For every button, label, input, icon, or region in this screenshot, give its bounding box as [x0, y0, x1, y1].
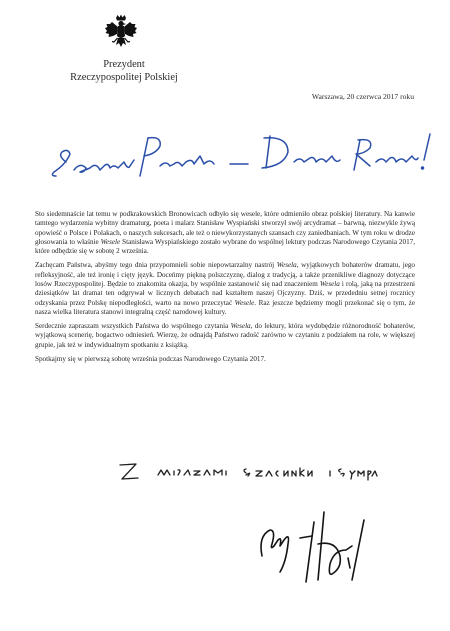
issuer-line-1: Prezydent — [103, 59, 145, 70]
letter-body — [35, 210, 415, 369]
paragraph-4: Spotkajmy się w pierwszą sobotę września podczas Narodowego Czytania 2017. — [35, 354, 266, 363]
issuer-line-2: Rzeczypospolitej Polskiej — [70, 71, 178, 83]
handwritten-closing — [118, 459, 378, 489]
issuer-block — [64, 59, 184, 84]
white-eagle-emblem-icon — [104, 14, 138, 58]
paragraph-1: Sto siedemnaście lat temu w podkrakowskich Bronowicach odbyło się wesele, które odmieniło obraz polskiej literatury. Na kanwie tamtego wydarzenia wybitny dramaturg, poeta i malarz Stanisław Wyspiański stworzył swój arcydramat – barwną, niezwykle żywą opowieść o Polsce i Polakach, o naszych sukcesach, ale też o niewykorzystanych szansach czy zaniedbaniach. W tym roku w drodze głosowania to właśnie Wesele Stanisława Wyspiańskiego zostało wybrane do wspólnej lektury podczas Narodowego Czytania 2017, które odbędzie się w sobotę 2 września. — [35, 210, 415, 256]
paragraph-2: Zachęcam Państwa, abyśmy tego dnia przypomnieli sobie niepowtarzalny nastrój Wesela, wyjątkowych bohaterów dramatu, jego refleksyjność, ale też ironię i cięty język. Doceńmy piękną polszczyznę, dialog z tradycją, a także przenikliwe diagnozy dotyczące losów Rzeczypospolitej. Będzie to znakomita okazja, by wspólnie zastanowić się nad znaczeniem Wesela i rolą, jaką na przestrzeni dziesiątków lat dramat ten odgrywał w licznych debatach nad kształtem naszej Ojczyzny. Dziś, w przededniu setnej rocznicy odzyskania przez Polskę niepodległości, warto na nowo przeczytać Wesele. Raz jeszcze będziemy mogli przekonać się o tym, że nasza wielka literatura stanowi integralną część narodowej kultury. — [35, 261, 415, 317]
handwritten-signature — [248, 500, 398, 586]
handwritten-salutation — [44, 126, 434, 194]
date-place: Warszawa, 20 czerwca 2017 roku — [311, 92, 414, 101]
paragraph-3: Serdecznie zapraszam wszystkich Państwa do wspólnego czytania Wesela, do lektury, która wydobędzie różnorodność bohaterów, wyjątkową scenerię, bogactwo odniesień. Wierzę, że odnajdą Państwo radość zarówno w czytaniu z podziałem na role, w większej grupie, jak też w indywidualnym spotkaniu z książką. — [35, 321, 415, 349]
